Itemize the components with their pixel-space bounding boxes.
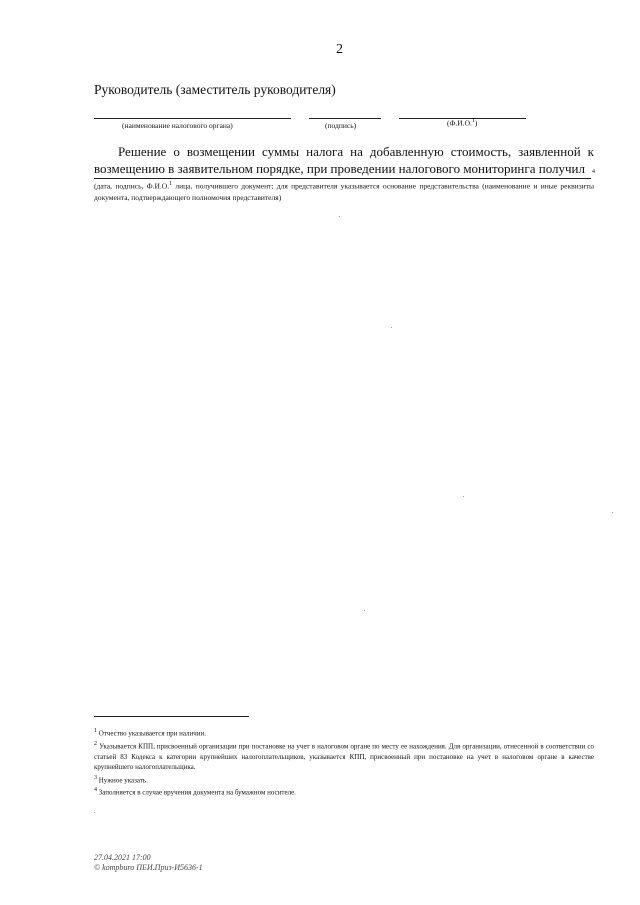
- scan-speck: [463, 496, 464, 497]
- signature-line: [309, 118, 381, 119]
- authority-caption: (наименование налогового органа): [122, 121, 233, 130]
- scan-speck: [391, 327, 392, 328]
- footer-timestamp: 27.04.2021 17:00: [94, 853, 151, 862]
- footnote-text: Заполняется в случае вручения документа на бумажном носителе.: [98, 788, 296, 797]
- footnote-number: 4: [94, 787, 97, 794]
- signatory-title: Руководитель (заместитель руководителя): [94, 82, 336, 97]
- receiver-caption-rest: лица, получившего документ; для представителя указывается основание представительства (наименование и иные реквизиты документа, подтверждающего полномочия представителя): [94, 181, 594, 202]
- receiver-caption-start: (дата, подпись, Ф.И.О.: [94, 181, 170, 191]
- footer-source: © kompburo ПЕИ.Приз-И5636-1: [94, 863, 203, 872]
- fio-caption-text: (Ф.И.О.: [447, 118, 472, 128]
- footnote-text: Нужное указать.: [98, 775, 148, 784]
- scan-speck: [94, 812, 95, 813]
- footnote-number: 1: [94, 728, 97, 734]
- receiver-caption-ref: 1: [169, 181, 173, 187]
- page-number: 2: [336, 42, 343, 57]
- scan-speck: [612, 512, 613, 513]
- fio-caption-close: ): [474, 118, 478, 128]
- decision-footnote-ref: 4: [592, 169, 595, 175]
- scan-speck: [339, 216, 340, 217]
- footnote-number: 2: [94, 740, 97, 747]
- authority-line: [94, 118, 291, 119]
- footnote-item: [94, 726, 594, 739]
- footnotes: [94, 726, 594, 798]
- receiver-caption: [94, 179, 594, 203]
- decision-paragraph: [94, 143, 594, 177]
- scan-speck: [364, 610, 365, 611]
- decision-text: Решение о возмещении суммы налога на добавленную стоимость, заявленной к возмещению в заявительном порядке, при проведении налогового мониторинга получил: [94, 144, 594, 176]
- footnote-item: [94, 773, 594, 786]
- fio-caption: [447, 118, 477, 128]
- footnote-text: Отчество указывается при наличии.: [98, 729, 207, 738]
- footnote-item: [94, 739, 594, 773]
- fio-footnote-ref: 1: [471, 118, 475, 124]
- footnote-separator: [94, 716, 249, 717]
- footnote-item: [94, 785, 594, 798]
- footnote-text: Указывается КПП, присвоенный организации при постановке на учет в налоговом органе по месту ее нахождения. Для организации, отнесенной в соответствии со статьей 83 Кодекса к категории крупнейших налогоплательщиков, указывается КПП, присвоенный при постановке на учет в налоговом органе в качестве крупнейшего налогоплательщика.: [94, 742, 595, 772]
- signature-caption: (подпись): [325, 121, 357, 130]
- footnote-number: 3: [94, 774, 97, 781]
- document-footer: [94, 853, 203, 873]
